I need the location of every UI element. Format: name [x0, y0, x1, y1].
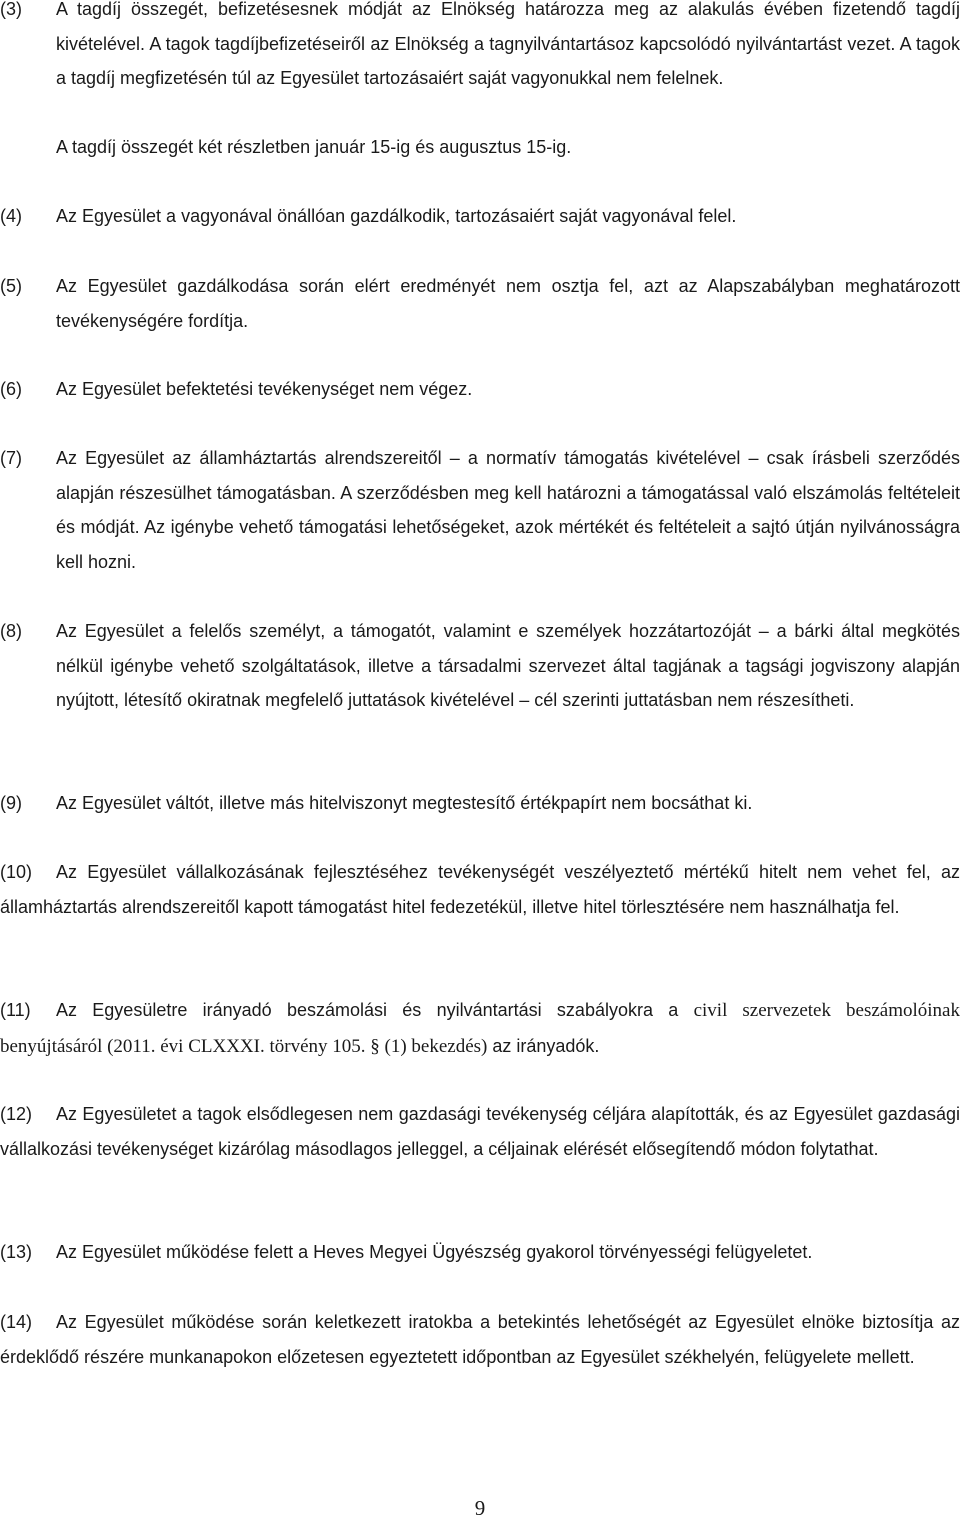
paragraph-number: (9) — [0, 793, 22, 813]
paragraph-text: Az Egyesület váltót, illetve más hitelviszonyt megtestesítő értékpapírt nem bocsáthat ki. — [56, 793, 753, 813]
paragraph-number: (5) — [0, 276, 22, 296]
paragraph-7 — [0, 441, 960, 579]
paragraph-number: (11) — [0, 1000, 31, 1020]
paragraph-number: (3) — [0, 0, 22, 19]
paragraph-4 — [0, 199, 960, 234]
paragraph-text: Az Egyesület befektetési tevékenységet nem végez. — [56, 379, 473, 399]
paragraph-number: (8) — [0, 621, 22, 641]
paragraph-8 — [0, 614, 960, 718]
paragraph-text-serif: civil szervezetek beszámolóinak benyújtásáról (2011. évi CLXXXI. törvény 105. § (1) bekezdés) — [0, 1000, 960, 1057]
page-number: 9 — [474, 1496, 486, 1520]
paragraph-number: (6) — [0, 379, 22, 399]
paragraph-text: Az Egyesület működése során keletkezett iratokba a betekintés lehetőségét az Egyesület elnöke biztosítja az érdeklődő részére munkanapokon előzetesen egyeztetett időpontban az Egyesület székhelyén, felügyelete mellett. — [0, 1312, 960, 1367]
paragraph-text: Az Egyesület működése felett a Heves Megyei Ügyészség gyakorol törvényességi felügyeletet. — [56, 1242, 813, 1262]
paragraph-text: Az Egyesület vállalkozásának fejlesztéséhez tevékenységét veszélyeztető mértékű hitelt nem vehet fel, az államháztartás alrendszereitől kapott támogatást hitel fedezetékül, illetve hitel törlesztésére nem használhatja fel. — [0, 862, 960, 917]
paragraph-13 — [0, 1235, 960, 1270]
paragraph-number: (13) — [0, 1242, 33, 1262]
paragraph-text: Az Egyesület a vagyonával önállóan gazdálkodik, tartozásaiért saját vagyonával felel. — [56, 206, 737, 226]
paragraph-3-note — [0, 130, 960, 165]
paragraph-3 — [0, 0, 960, 96]
paragraph-number: (4) — [0, 206, 22, 226]
paragraph-5 — [0, 269, 960, 338]
paragraph-9 — [0, 786, 960, 821]
paragraph-10 — [0, 855, 960, 924]
paragraph-number: (7) — [0, 448, 22, 468]
paragraph-text: Az Egyesületre irányadó beszámolási és nyilvántartási szabályokra a — [56, 1000, 679, 1020]
paragraph-text: Az Egyesület a felelős személyt, a támogatót, valamint e személyek hozzátartozóját – a bárki által megkötés nélkül igénybe vehető szolgáltatások, illetve a társadalmi szervezet által tagjának a tagsági jogviszony alapján nyújtott, létesítő okiratnak megfelelő juttatások kivételével – cél szerinti juttatásban nem részesítheti. — [56, 621, 960, 710]
paragraph-12 — [0, 1097, 960, 1166]
paragraph-number: (14) — [0, 1312, 33, 1332]
paragraph-6 — [0, 372, 960, 407]
paragraph-text: az irányadók. — [492, 1035, 600, 1056]
paragraph-text: Az Egyesület gazdálkodása során elért eredményét nem osztja fel, azt az Alapszabályban meghatározott tevékenységére fordítja. — [56, 276, 960, 331]
paragraph-number: (12) — [0, 1104, 33, 1124]
paragraph-text: Az Egyesület az államháztartás alrendszereitől – a normatív támogatás kivételével – csak írásbeli szerződés alapján részesülhet támogatásban. A szerződésben meg kell határozni a támogatással való elszámolás feltételeit és módját. Az igénybe vehető támogatási lehetőségeket, azok mértékét és feltételeit a sajtó útján nyilvánosságra kell hozni. — [56, 448, 960, 572]
paragraph-text: A tagdíj összegét, befizetésesnek módját az Elnökség határozza meg az alakulás évében fizetendő tagdíj kivételével. A tagok tagdíjbefizetéseiről az Elnökség a tagnyilvántartásoz kapcsolódó nyilvántartást vezet. A tagok a tagdíj megfizetésén túl az Egyesület tartozásaiért saját vagyonukkal nem felelnek. — [56, 0, 960, 88]
paragraph-text: Az Egyesületet a tagok elsődlegesen nem gazdasági tevékenység céljára alapították, és az Egyesület gazdasági vállalkozási tevékenységet kizárólag másodlagos jelleggel, a céljainak elérését elősegítendő módon folytathat. — [0, 1104, 960, 1159]
paragraph-14 — [0, 1305, 960, 1374]
paragraph-number: (10) — [0, 862, 33, 882]
paragraph-text: A tagdíj összegét két részletben január 15-ig és augusztus 15-ig. — [56, 137, 572, 157]
paragraph-11 — [0, 993, 960, 1064]
